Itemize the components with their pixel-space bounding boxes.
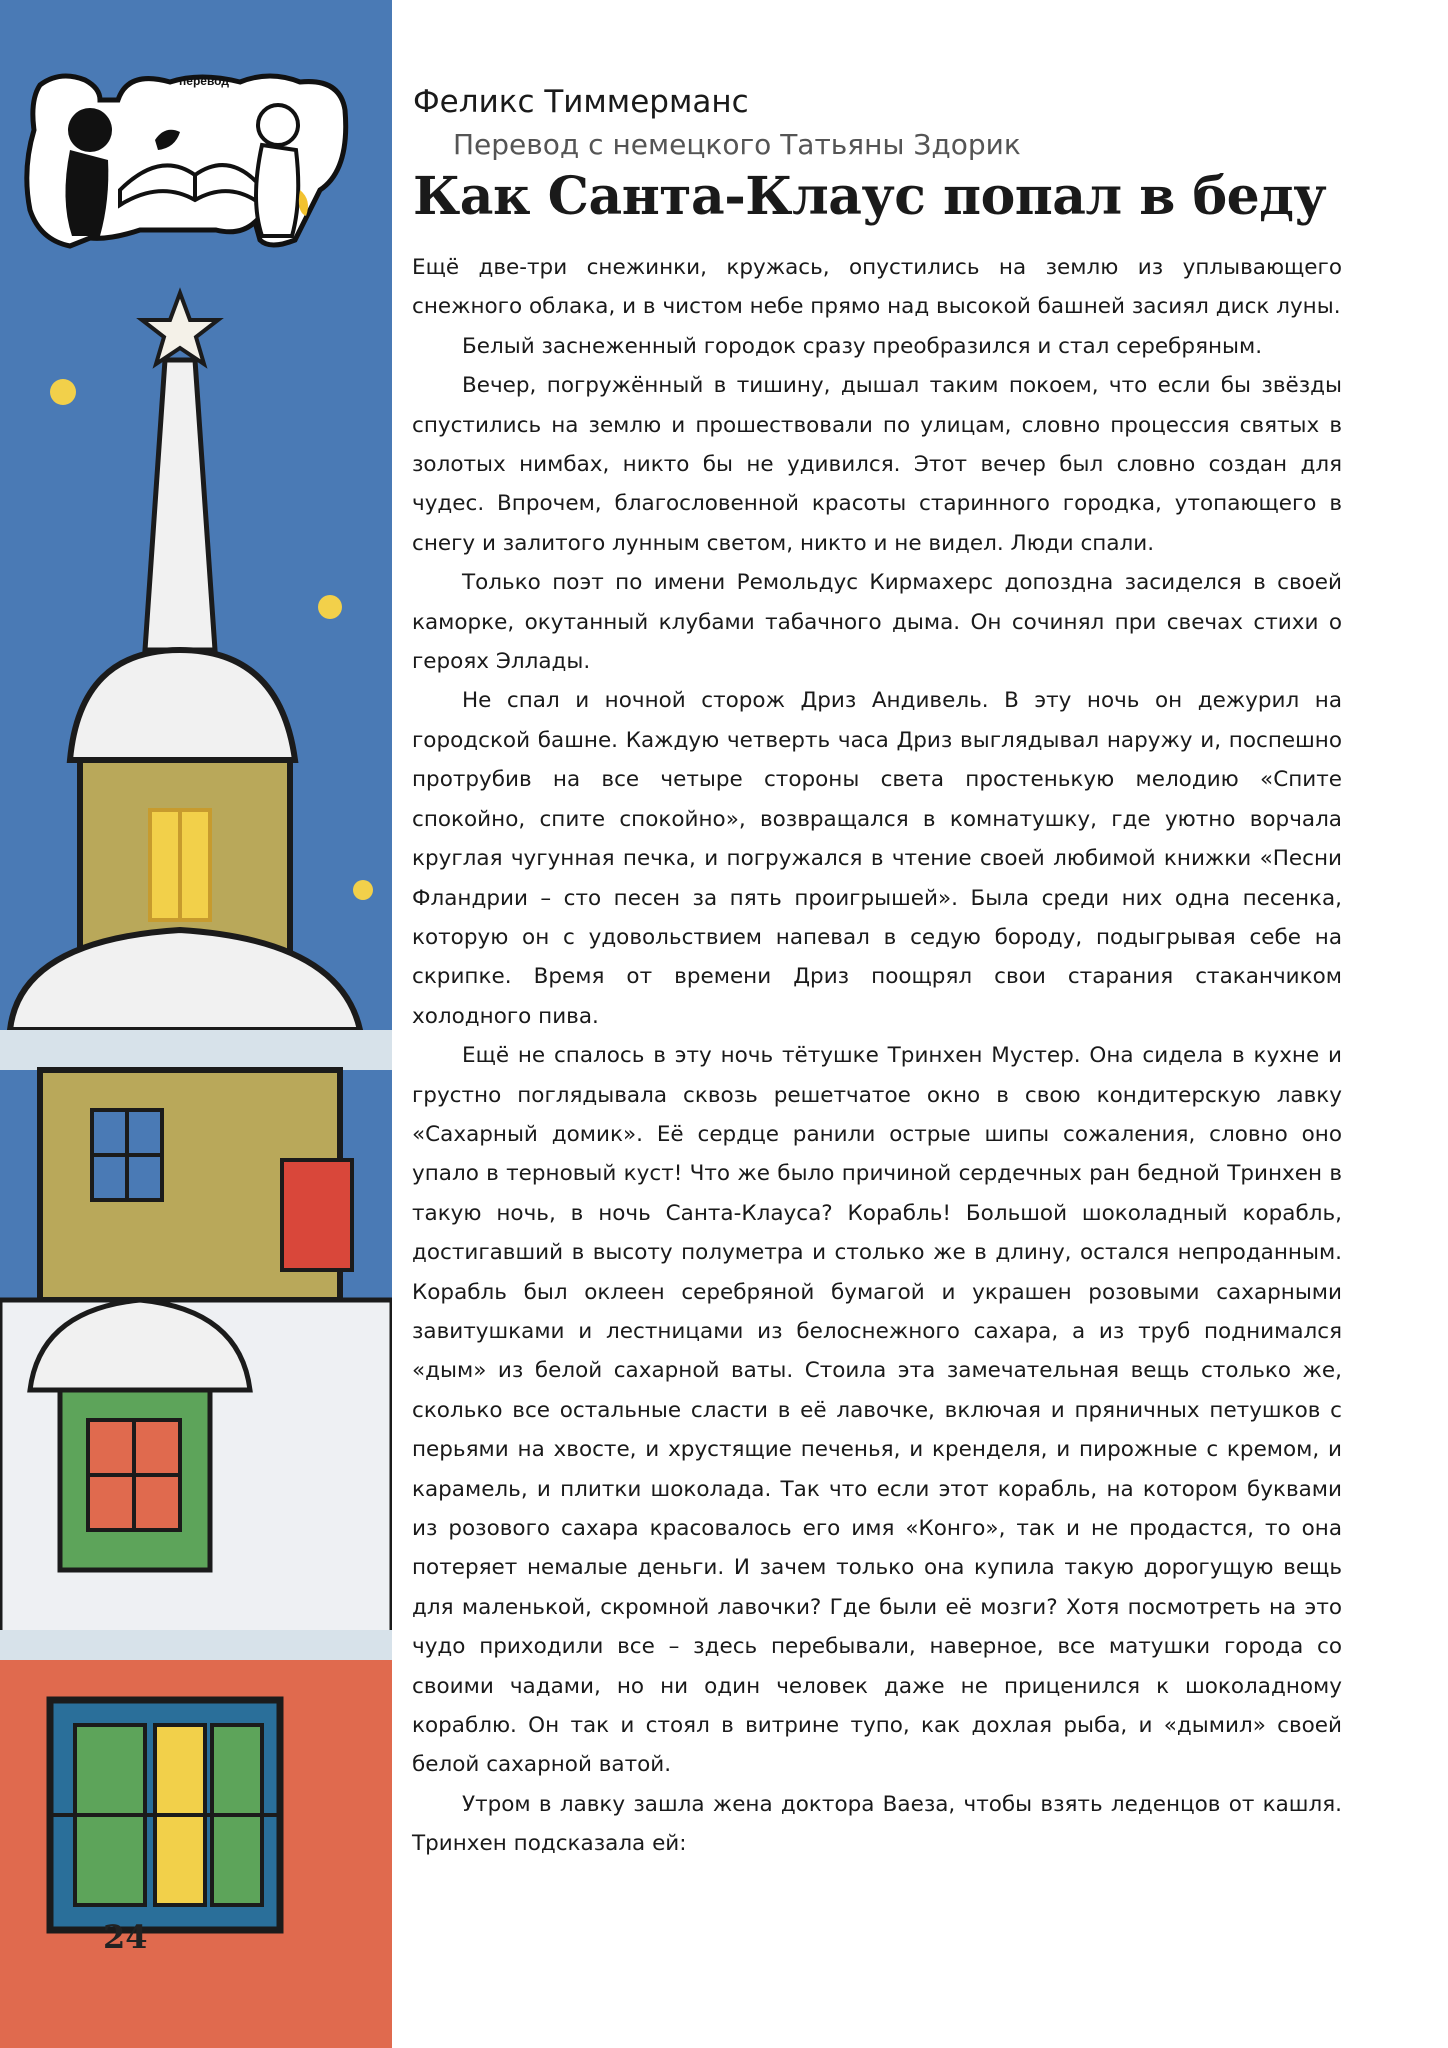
- paragraph: Только поэт по имени Ремольдус Кирмахерс допоздна засиделся в своей каморке, окутанный клубами табачного дыма. Он сочинял при свечах стихи о героях Эллады.: [412, 570, 1342, 675]
- story-body: [412, 248, 1342, 1864]
- paragraph: Ещё не спалось в эту ночь тётушке Тринхен Мустер. Она сидела в кухне и грустно поглядывала сквозь решетчатое окно в свою кондитерскую лавку «Сахарный домик». Её сердце ранили острые шипы сожаления, словно оно упало в терновый куст! Что же было причиной сердечных ран бедной Тринхен в такую ночь, в ночь Санта-Клауса? Корабль! Большой шоколадный корабль, достигавший в высоту полуметра и столько же в длину, остался непроданным. Корабль был оклеен серебряной бумагой и украшен розовыми сахарными завитушками и лестницами из белоснежного сахара, а из труб поднимался «дым» из белой сахарной ваты. Стоила эта замечательная вещь столько же, сколько все остальные сласти в её лавочке, включая и пряничных петушков с перьями на хвосте, и хрустящие печенья, и кренделя, и пирожные с кремом, и карамель, и плитки шоколада. Так что если этот корабль, на котором буквами из розового сахара красовалось его имя «Конго», так и не продастся, то она потеряет немалые деньги. И зачем только она купила такую дорогущую вещь для маленькой, скромной лавочки? Где были её мозги? Хотя посмотреть на это чудо приходили все – здесь перебывали, наверное, все матушки города со своими чадами, но ни один человек даже не приценился к шоколадному кораблю. Он так и стоял в витрине тупо, как дохлая рыба, и «дымил» своей белой сахарной ватой.: [412, 1043, 1342, 1778]
- church-tower-illustration: [0, 0, 392, 2048]
- article-header: [413, 82, 1413, 230]
- paragraph: Не спал и ночной сторож Дриз Андивель. В эту ночь он дежурил на городской башне. Каждую четверть часа Дриз выглядывал наружу и, поспешно протрубив на все четыре стороны света простенькую мелодию «Спите спокойно, спите спокойно», возвращался в комнатушку, где уютно ворчала круглая чугунная печка, и погружался в чтение своей любимой книжки «Песни Фландрии – сто песен за пять проигрышей». Была среди них одна песенка, которую он с удовольствием напевал в седую бороду, подыгрывая себе на скрипке. Время от времени Дриз поощрял свои старания стаканчиком холодного пива.: [412, 688, 1342, 1029]
- page-number: 24: [103, 1918, 148, 1956]
- paragraph: Ещё две-три снежинки, кружась, опустились на землю из уплывающего снежного облака, и в чистом небе прямо над высокой башней засиял диск луны.: [412, 255, 1342, 320]
- story-title: Как Санта-Клаус попал в беду: [413, 166, 1327, 227]
- rubric-label: перевод: [179, 74, 229, 88]
- paragraph: Белый заснеженный городок сразу преобразился и стал серебряным.: [462, 333, 1263, 359]
- translation-rubric-logo: [27, 76, 346, 246]
- paragraph: Утром в лавку зашла жена доктора Ваеза, чтобы взять леденцов от кашля. Тринхен подсказала ей:: [412, 1791, 1342, 1857]
- translator-credit: Перевод с немецкого Татьяны Здорик: [453, 128, 1021, 161]
- cover-illustration: [0, 0, 392, 2048]
- paragraph: Вечер, погружённый в тишину, дышал таким покоем, что если бы звёзды спустились на землю и прошествовали по улицам, словно процессия святых в золотых нимбах, никто бы не удивился. Этот вечер был словно создан для чудес. Впрочем, благословенной красоты старинного городка, утопающего в снегу и залитого лунным светом, никто и не видел. Люди спали.: [412, 373, 1342, 556]
- author: Феликс Тиммерманс: [413, 84, 749, 120]
